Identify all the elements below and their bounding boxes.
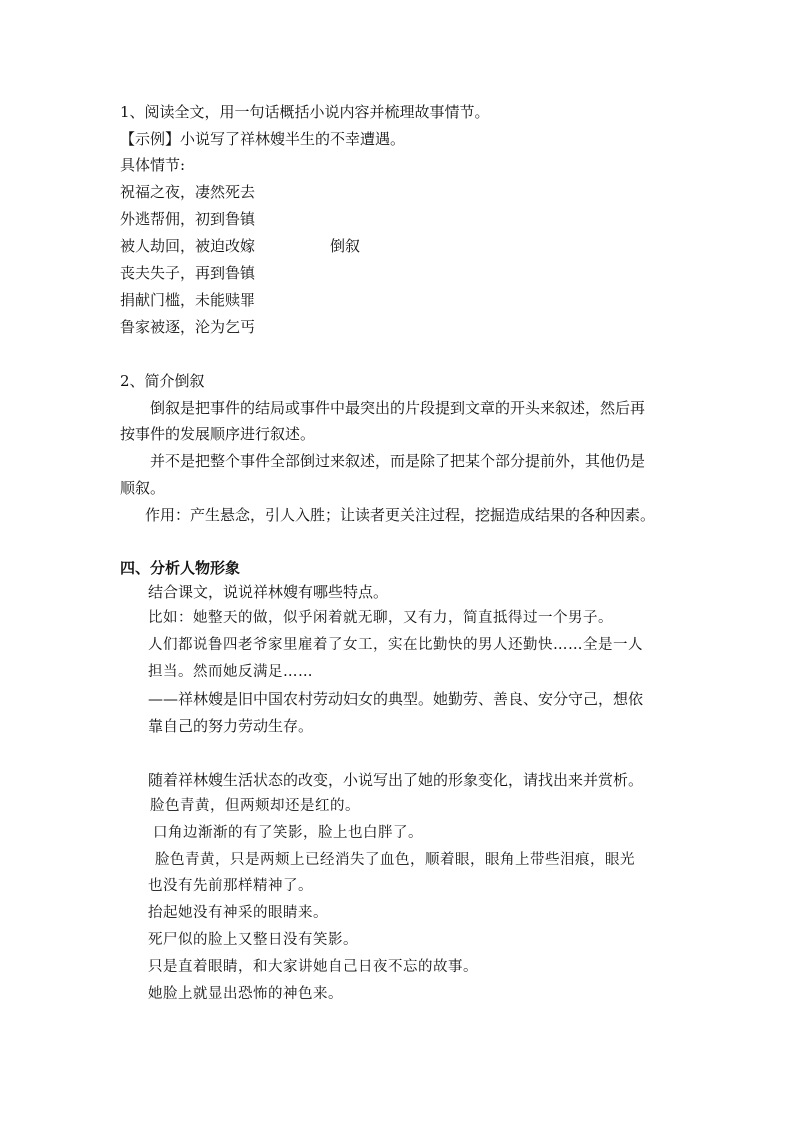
plot-item: 丧夫失子，再到鲁镇	[120, 264, 256, 282]
change-prompt: 随着祥林嫂生活状态的改变，小说写出了她的形象变化，请找出来并赏析。	[148, 771, 644, 789]
change-line: 只是直着眼睛，和大家讲她自己日夜不忘的故事。	[148, 959, 478, 975]
prompt-line: 结合课文，说说祥林嫂有哪些特点。	[148, 583, 389, 601]
summary-line: 靠自己的努力劳动生存。	[148, 717, 314, 735]
paragraph-line: 按事件的发展顺序进行叙述。	[120, 425, 316, 443]
quote-line: 担当。然而她反满足……	[148, 664, 313, 680]
flashback-label: 倒叙	[330, 237, 361, 255]
change-line: 她脸上就显出恐怖的神色来。	[148, 986, 343, 1002]
paragraph-line: 作用：产生悬念，引人入胜；让读者更关注过程，挖掘造成结果的各种因素。	[145, 506, 656, 524]
paragraph-line: 顺叙。	[120, 479, 166, 497]
question-1: 1、阅读全文，用一句话概括小说内容并梳理故事情节。	[120, 103, 490, 121]
quote-line: 人们都说鲁四老爷家里雇着了女工，实在比勤快的男人还勤快……全是一人	[148, 637, 643, 653]
change-line: 脸色青黄，只是两颊上已经消失了血色，顺着眼，眼角上带些泪痕，眼光	[155, 852, 635, 868]
change-line: 死尸似的脸上又整日没有笑影。	[148, 932, 358, 948]
paragraph-line: 倒叙是把事件的结局或事件中最突出的片段提到文章的开头来叙述，然后再	[150, 399, 646, 417]
summary-line: ——祥林嫂是旧中国农村劳动妇女的典型。她勤劳、善良、安分守己，想依	[148, 690, 644, 708]
section4-heading: 四、分析人物形象	[120, 559, 241, 577]
change-line: 抬起她没有神采的眼睛来。	[148, 905, 328, 921]
change-line: 脸色青黄，但两颊却还是红的。	[150, 798, 360, 814]
change-line: 口角边渐渐的有了笑影，脸上也白胖了。	[153, 825, 423, 841]
change-line: 也没有先前那样精神了。	[148, 878, 313, 894]
plot-heading: 具体情节:	[120, 156, 186, 174]
plot-item: 捐献门槛，未能赎罪	[120, 291, 256, 309]
plot-item: 祝福之夜，凄然死去	[120, 183, 256, 201]
section2-title: 2、简介倒叙	[120, 372, 205, 390]
paragraph-line: 并不是把整个事件全部倒过来叙述，而是除了把某个部分提前外，其他仍是	[150, 452, 646, 470]
plot-item: 被人劫回，被迫改嫁	[120, 237, 256, 255]
plot-item: 外逃帮佣，初到鲁镇	[120, 210, 256, 228]
example-line: 【示例】小说写了祥林嫂半生的不幸遭遇。	[120, 130, 406, 148]
plot-item: 鲁家被逐，沦为乞丐	[120, 318, 256, 336]
quote-line: 比如：她整天的做，似乎闲着就无聊，又有力，简直抵得过一个男子。	[148, 610, 613, 626]
